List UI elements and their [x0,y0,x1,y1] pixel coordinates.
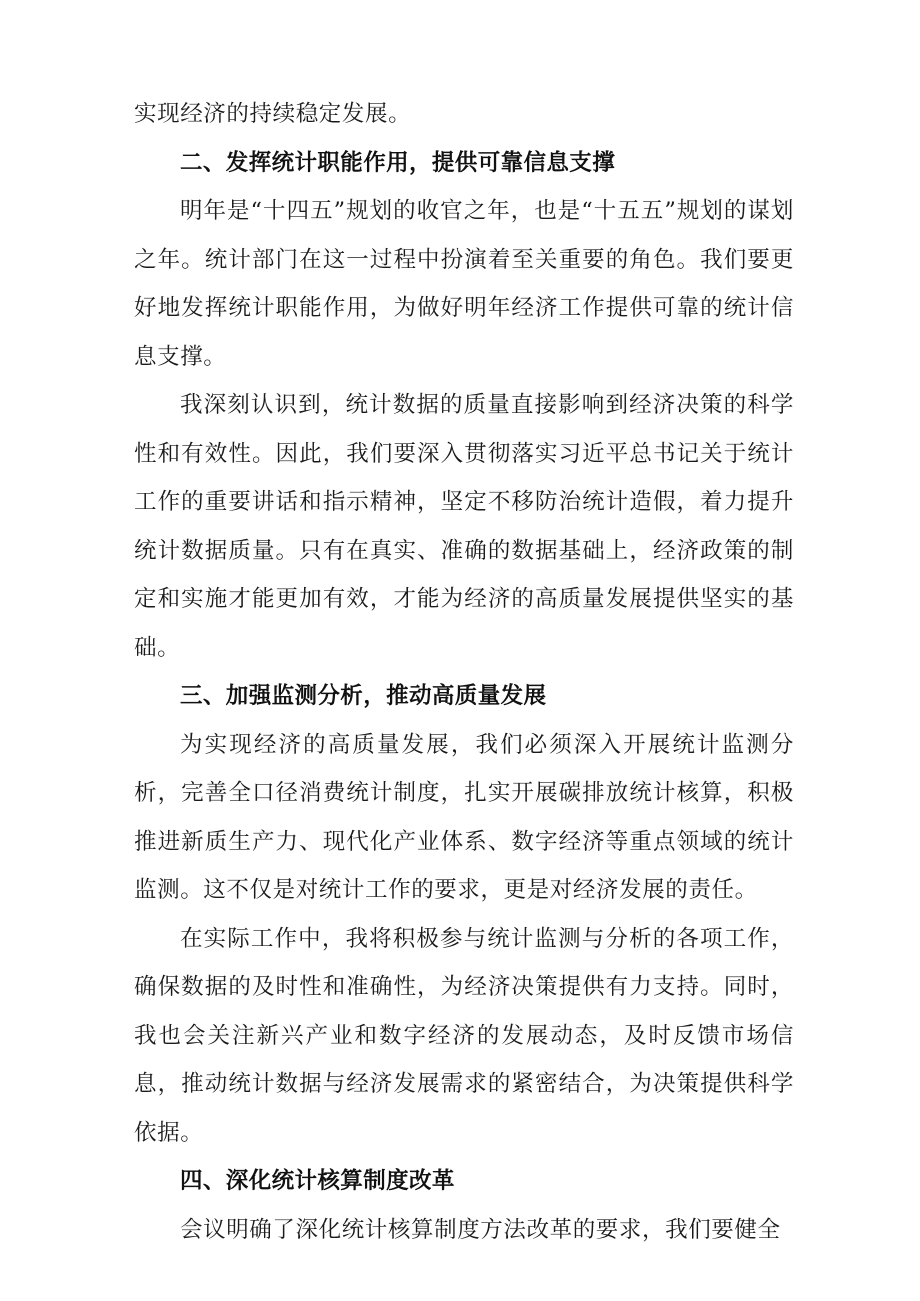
document-body [134,90,794,1254]
paragraph: 我深刻认识到，统计数据的质量直接影响到经济决策的科学性和有效性。因此，我们要深入贯彻落实习近平总书记关于统计工作的重要讲话和指示精神，坚定不移防治统计造假，着力提升统计数据质量。只有在真实、准确的数据基础上，经济政策的制定和实施才能更加有效，才能为经济的高质量发展提供坚实的基础。 [134,392,794,661]
paragraph: 会议明确了深化统计核算制度方法改革的要求，我们要健全 [180,1216,781,1243]
section-heading-2: 二、发挥统计职能作用，提供可靠信息支撑 [180,149,616,176]
paragraph-continuation: 实现经济的持续稳定发展。 [134,101,412,127]
paragraph: 为实现经济的高质量发展，我们必须深入开展统计监测分析，完善全口径消费统计制度，扎实开展碳排放统计核算，积极推进新质生产力、现代化产业体系、数字经济等重点领域的统计监测。这不仅是对统计工作的要求，更是对经济发展的责任。 [134,731,794,903]
paragraph: 在实际工作中，我将积极参与统计监测与分析的各项工作，确保数据的及时性和准确性，为经济决策提供有力支持。同时，我也会关注新兴产业和数字经济的发展动态，及时反馈市场信息，推动统计数据与经济发展需求的紧密结合，为决策提供科学依据。 [134,925,794,1146]
paragraph: 明年是“十四五”规划的收官之年，也是“十五五”规划的谋划之年。统计部门在这一过程中扮演着至关重要的角色。我们要更好地发挥统计职能作用，为做好明年经济工作提供可靠的统计信息支撑。 [134,198,794,370]
section-heading-4: 四、深化统计核算制度改革 [180,1168,455,1194]
section-heading-3: 三、加强监测分析，推动高质量发展 [180,683,547,709]
